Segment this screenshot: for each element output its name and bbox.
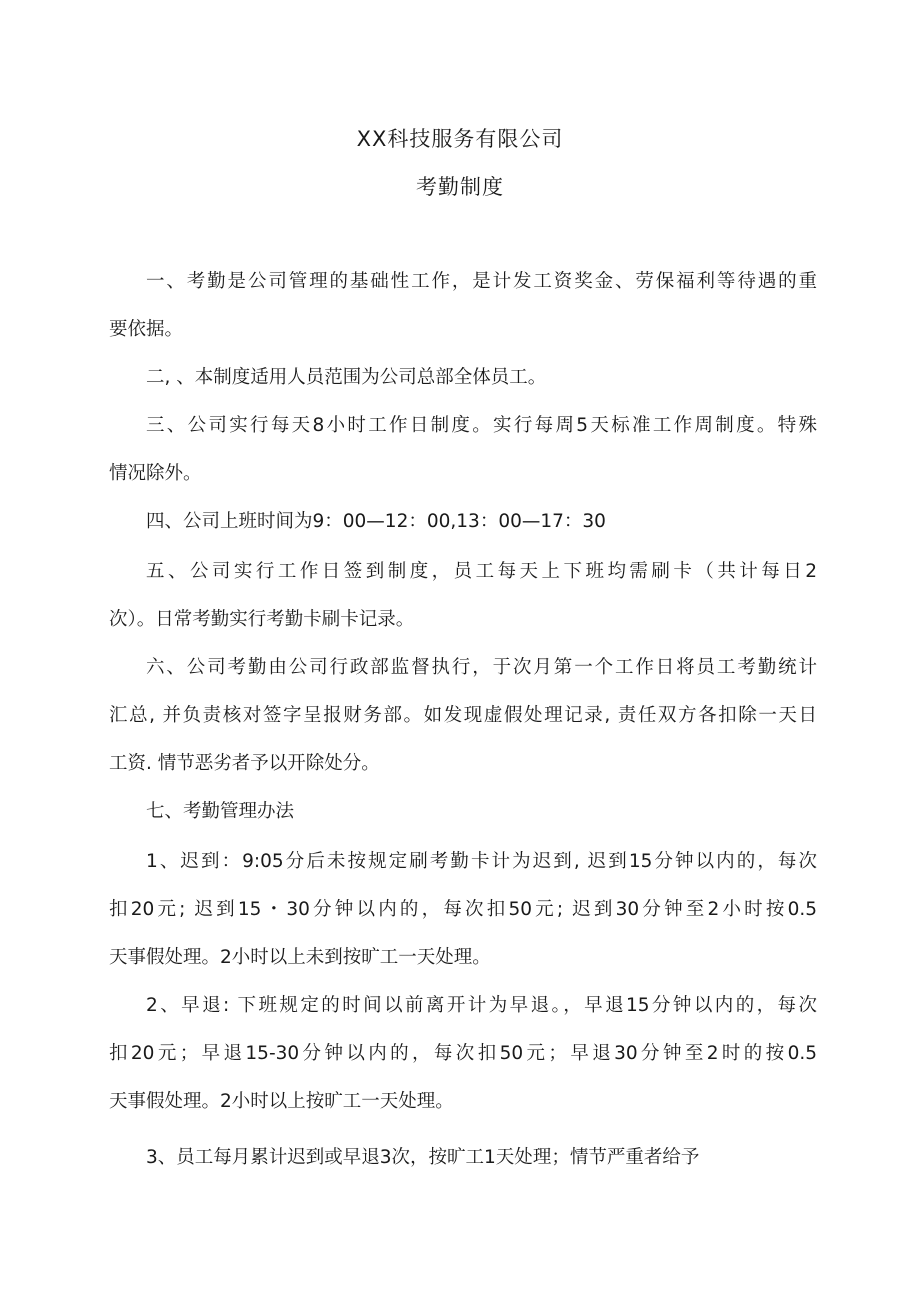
paragraph-line: 工资. 情节恶劣者予以开除处分。 — [109, 753, 380, 774]
paragraph-4 — [109, 498, 817, 546]
paragraph-line: 四、公司上班时间为9：00—12：00,13：00—17：30 — [146, 511, 606, 532]
paragraph-line: 1、迟到：9:05分后未按规定刷考勤卡计为迟到, 迟到15分钟以内的，每次 — [146, 851, 817, 872]
paragraph-line: 情况除外。 — [109, 463, 202, 484]
paragraph-10 — [109, 1134, 817, 1182]
paragraph-8 — [109, 838, 817, 982]
company-name: XX科技服务有限公司 — [356, 127, 564, 151]
paragraph-line: 天事假处理。2小时以上按旷工一天处理。 — [109, 1091, 454, 1112]
paragraph-line: 三、公司实行每天8小时工作日制度。实行每周5天标准工作周制度。特殊 — [146, 415, 817, 436]
paragraph-1 — [109, 258, 817, 354]
document-title: 考勤制度 — [416, 175, 504, 199]
paragraph-line: 一、考勤是公司管理的基础性工作，是计发工资奖金、劳保福利等待遇的重 — [146, 271, 817, 292]
paragraph-line: 七、考勤管理办法 — [146, 801, 295, 822]
paragraph-2 — [109, 354, 817, 402]
paragraph-7 — [109, 788, 817, 836]
paragraph-3 — [109, 402, 817, 498]
paragraph-line: 汇总, 并负责核对签字呈报财务部。如发现虚假处理记录, 责任双方各扣除一天日 — [109, 705, 817, 726]
paragraph-line: 2、早退: 下班规定的时间以前离开计为早退。，早退15分钟以内的，每次 — [146, 995, 817, 1016]
paragraph-9 — [109, 982, 817, 1126]
paragraph-line: 天事假处理。2小时以上未到按旷工一天处理。 — [109, 947, 491, 968]
paragraph-line: 五、公司实行工作日签到制度，员工每天上下班均需刷卡（共计每日2 — [146, 561, 817, 582]
paragraph-6 — [109, 644, 817, 788]
paragraph-line: 要依据。 — [109, 319, 184, 340]
paragraph-line: 六、公司考勤由公司行政部监督执行，于次月第一个工作日将员工考勤统计 — [146, 657, 817, 678]
paragraph-line: 扣20元; 迟到15・30分钟以内的，每次扣50元; 迟到30分钟至2小时按0.5 — [109, 899, 817, 920]
paragraph-line: 二, 、本制度适用人员范围为公司总部全体员工。 — [146, 367, 547, 388]
paragraph-line: 3、员工每月累计迟到或早退3次，按旷工1天处理；情节严重者给予 — [146, 1147, 700, 1168]
paragraph-line: 扣20元；早退15-30分钟以内的，每次扣50元；早退30分钟至2时的按0.5 — [109, 1043, 817, 1064]
paragraph-5 — [109, 548, 817, 644]
paragraph-line: 次）。日常考勤实行考勤卡刷卡记录。 — [109, 609, 415, 630]
